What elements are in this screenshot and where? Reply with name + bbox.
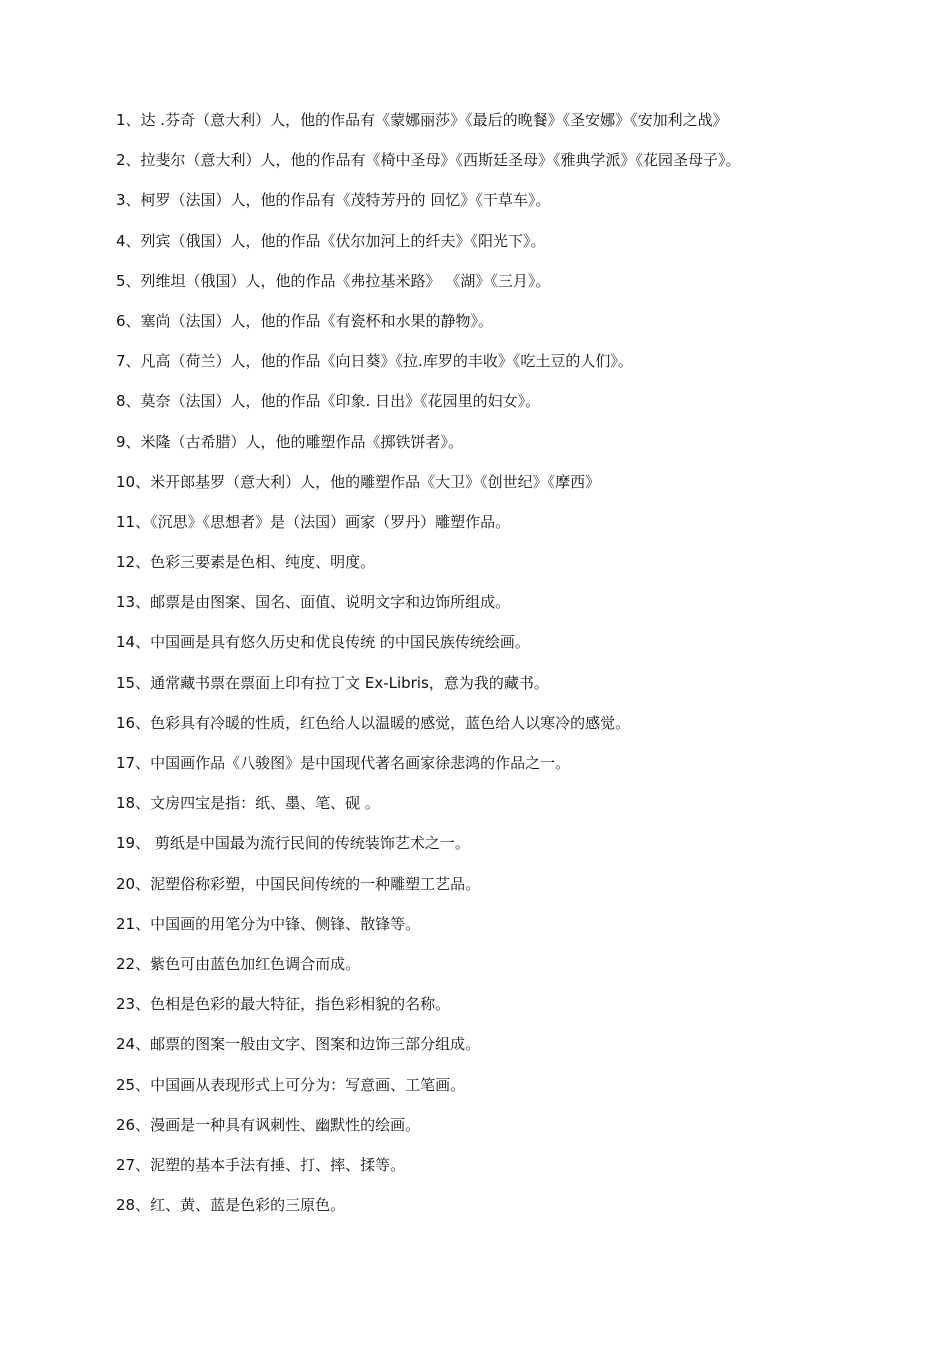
list-item: 21、中国画的用笔分为中锋、侧锋、散锋等。 <box>116 914 421 933</box>
list-item: 9、米隆（古希腊）人，他的雕塑作品《掷铁饼者》。 <box>116 432 464 451</box>
list-item: 5、列维坦（俄国）人，他的作品《弗拉基米路》 《湖》《三月》。 <box>116 271 551 290</box>
list-item: 10、米开郎基罗（意大利）人，他的雕塑作品《大卫》《创世纪》《摩西》 <box>116 472 601 491</box>
list-item: 28、红、黄、蓝是色彩的三原色。 <box>116 1196 346 1215</box>
list-item: 12、色彩三要素是色相、纯度、明度。 <box>116 553 376 572</box>
list-item: 22、紫色可由蓝色加红色调合而成。 <box>116 954 361 973</box>
list-item: 17、中国画作品《八骏图》是中国现代著名画家徐悲鸿的作品之一。 <box>116 754 571 772</box>
list-item: 11、《沉思》《思想者》是（法国）画家（罗丹）雕塑作品。 <box>116 512 511 531</box>
list-item: 13、邮票是由图案、国名、面值、说明文字和边饰所组成。 <box>116 593 511 612</box>
list-item: 6、塞尚（法国）人，他的作品《有瓷杯和水果的静物》。 <box>116 311 494 330</box>
fact-list <box>116 108 916 1233</box>
list-item: 18、文房四宝是指：纸、墨、笔、砚 。 <box>116 794 380 813</box>
list-item: 8、莫奈（法国）人，他的作品《印象. 日出》《花园里的妇女》。 <box>116 392 541 411</box>
list-item: 14、中国画是具有悠久历史和优良传统 的中国民族传统绘画。 <box>116 633 530 652</box>
list-item: 3、柯罗（法国）人，他的作品有《茂特芳丹的 回忆》《干草车》。 <box>116 191 551 210</box>
list-item: 23、色相是色彩的最大特征，指色彩相貌的名称。 <box>116 995 451 1014</box>
list-item: 25、中国画从表现形式上可分为：写意画、工笔画。 <box>116 1075 466 1094</box>
list-item: 26、漫画是一种具有讽刺性、幽默性的绘画。 <box>116 1115 421 1134</box>
list-item: 4、列宾（俄国）人，他的作品《伏尔加河上的纤夫》《阳光下》。 <box>116 231 546 250</box>
list-item: 24、邮票的图案一般由文字、图案和边饰三部分组成。 <box>116 1035 481 1054</box>
list-item: 19、 剪纸是中国最为流行民间的传统装饰艺术之一。 <box>116 834 470 853</box>
list-item: 2、拉斐尔（意大利）人，他的作品有《椅中圣母》《西斯廷圣母》《雅典学派》《花园圣母子》。 <box>116 151 741 170</box>
list-item: 27、泥塑的基本手法有捶、打、摔、揉等。 <box>116 1155 406 1174</box>
list-item: 20、泥塑俗称彩塑，中国民间传统的一种雕塑工艺品。 <box>116 874 481 893</box>
list-item: 1、达 .芬奇（意大利）人，他的作品有《蒙娜丽莎》《最后的晚餐》《圣安娜》《安加利之战》 <box>116 111 728 129</box>
list-item: 16、色彩具有冷暖的性质，红色给人以温暖的感觉，蓝色给人以寒冷的感觉。 <box>116 713 631 732</box>
list-item: 15、通常藏书票在票面上印有拉丁文 Ex-Libris，意为我的藏书。 <box>116 673 549 692</box>
list-item: 7、凡高（荷兰）人，他的作品《向日葵》《拉.库罗的丰收》《吃土豆的人们》。 <box>116 352 633 371</box>
